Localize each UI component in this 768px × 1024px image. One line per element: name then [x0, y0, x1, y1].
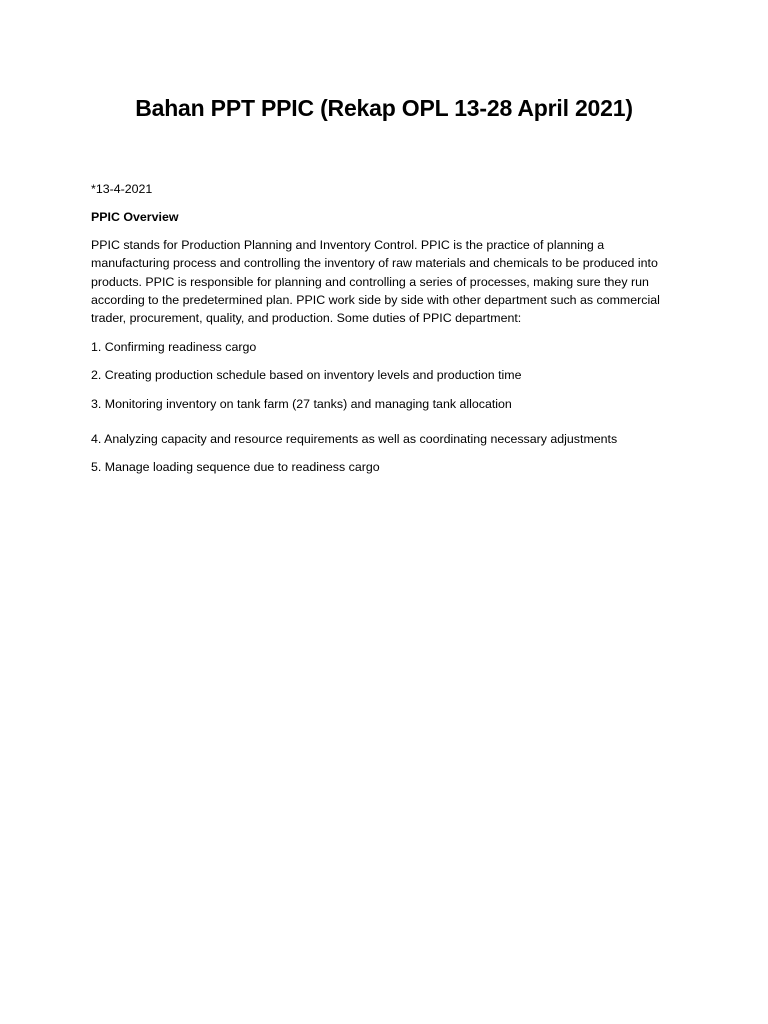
document-title: Bahan PPT PPIC (Rekap OPL 13-28 April 2021)	[135, 95, 633, 121]
duty-item: 3. Monitoring inventory on tank farm (27 tanks) and managing tank allocation	[91, 396, 512, 411]
duty-item: 4. Analyzing capacity and resource requirements as well as coordinating necessary adjustments	[91, 432, 618, 447]
paragraph-line: manufacturing process and controlling the inventory of raw materials and chemicals to be produced into	[91, 256, 658, 271]
duties-list	[91, 338, 691, 477]
duty-item: 1. Confirming readiness cargo	[91, 339, 257, 354]
paragraph-line: products. PPIC is responsible for planning and controlling a series of processes, making sure they run	[91, 274, 649, 289]
duty-item: 2. Creating production schedule based on inventory levels and production time	[91, 368, 522, 383]
duty-item: 5. Manage loading sequence due to readiness cargo	[91, 460, 380, 475]
document-body	[91, 180, 691, 487]
paragraph-line: according to the predetermined plan. PPIC work side by side with other department such as commercial	[91, 293, 660, 308]
entry-date: *13-4-2021	[91, 182, 153, 196]
paragraph-line: PPIC stands for Production Planning and Inventory Control. PPIC is the practice of planning a	[91, 237, 605, 252]
overview-paragraph	[91, 236, 691, 328]
section-heading: PPIC Overview	[91, 210, 179, 225]
paragraph-line: trader, procurement, quality, and production. Some duties of PPIC department:	[91, 311, 522, 326]
